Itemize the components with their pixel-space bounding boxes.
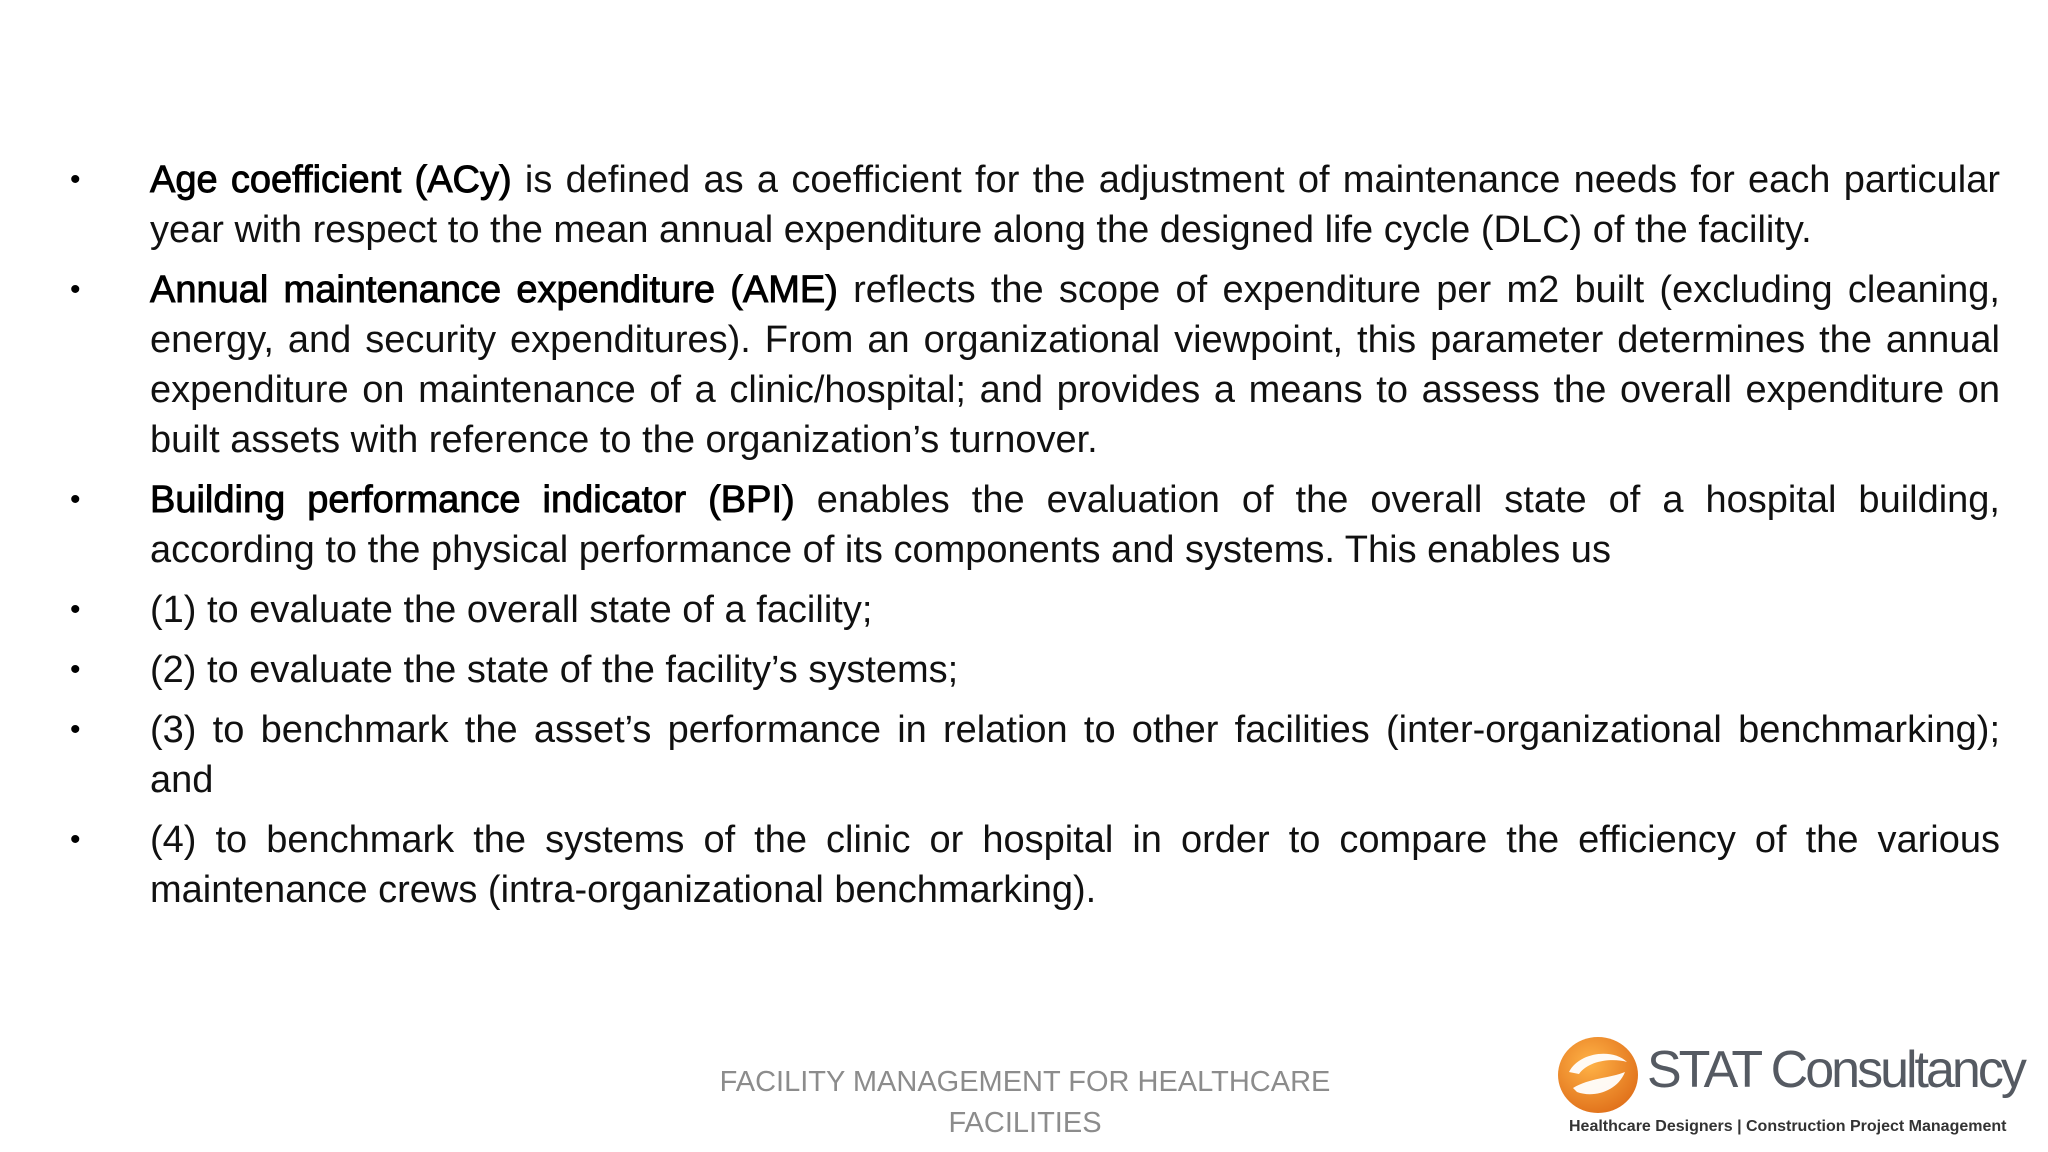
term-label: Building performance indicator (BPI) xyxy=(150,479,795,521)
logo-name: STAT Consultancy xyxy=(1647,1041,2024,1099)
footer-line-2: FACILITIES xyxy=(948,1107,1102,1139)
list-item xyxy=(70,645,2000,695)
footer-line-1: FACILITY MANAGEMENT FOR HEALTHCARE xyxy=(719,1066,1331,1098)
list-item xyxy=(70,265,2000,465)
list-item xyxy=(70,705,2000,805)
list-item-text: (2) to evaluate the state of the facility’s systems; xyxy=(150,649,959,691)
list-item xyxy=(70,155,2000,255)
list-item xyxy=(70,585,2000,635)
stat-swirl-logo-icon xyxy=(1555,1032,1641,1118)
list-item xyxy=(70,475,2000,575)
list-item xyxy=(70,815,2000,915)
footer-title xyxy=(700,1062,1350,1144)
bullet-icon: • xyxy=(70,273,81,306)
bullet-icon: • xyxy=(70,823,81,856)
term-label: Annual maintenance expenditure (AME) xyxy=(150,269,838,311)
definition-text: is defined as a coefficient for the adjustment of maintenance needs for each particular year with respect to the mean annual expenditure along the designed life cycle (DLC) of the facility. xyxy=(150,159,2000,251)
bullet-icon: • xyxy=(70,483,81,516)
logo-tagline: Healthcare Designers | Construction Project Management xyxy=(1569,1118,2007,1135)
company-logo xyxy=(1555,1022,2024,1142)
list-item-text: (4) to benchmark the systems of the clinic or hospital in order to compare the efficiency of the various maintenance crews (intra-organizational benchmarking). xyxy=(150,819,2000,911)
list-item-text: (3) to benchmark the asset’s performance in relation to other facilities (inter-organizational benchmarking); and xyxy=(150,709,2000,801)
bullet-icon: • xyxy=(70,593,81,626)
bullet-icon: • xyxy=(70,713,81,746)
definition-text: reflects the scope of expenditure per m2 built (excluding cleaning, energy, and security expenditures). From an organizational viewpoint, this parameter determines the annual expenditure on maintenance of a clinic/hospital; and provides a means to assess the overall expenditure on built assets with reference to the organization’s turnover. xyxy=(150,269,2000,461)
list-item-text: (1) to evaluate the overall state of a facility; xyxy=(150,589,873,631)
bullet-icon: • xyxy=(70,653,81,686)
bullet-icon: • xyxy=(70,163,81,196)
definition-text: enables the evaluation of the overall state of a hospital building, according to the physical performance of its components and systems. This enables us xyxy=(150,479,2000,571)
term-label: Age coefficient (ACy) xyxy=(150,159,512,201)
definition-list xyxy=(70,155,2000,925)
